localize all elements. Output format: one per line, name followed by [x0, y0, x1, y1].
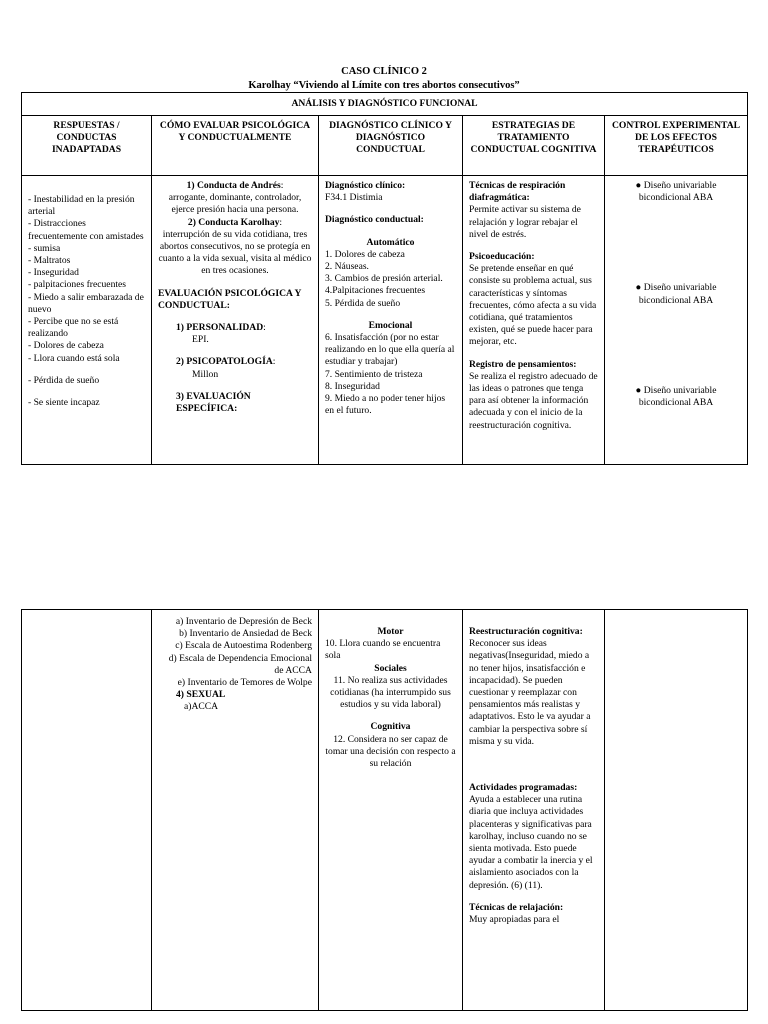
header-strategies: ESTRATEGIAS DE TRATAMIENTO CONDUCTUAL COGNITIVA	[463, 116, 605, 176]
response-item: - Inestabilidad en la presión arterial	[28, 194, 135, 218]
analysis-table	[21, 92, 748, 465]
design-item: ● Diseño univariable bicondicional ABA	[635, 180, 717, 204]
cognitive-heading: Cognitiva	[370, 721, 411, 733]
header-diagnosis: DIAGNÓSTICO CLÍNICO Y DIAGNÓSTICO CONDUCTUAL	[319, 116, 463, 176]
response-item: - Pérdida de sueño	[28, 374, 100, 386]
response-item: - sumisa	[28, 242, 61, 254]
document-title: CASO CLÍNICO 2	[341, 66, 427, 77]
automatic-heading: Automático	[366, 236, 415, 248]
diagnosis-item: 2. Náuseas.	[325, 261, 369, 273]
psychoeducation-text: Se pretende enseñar en qué consiste su problema actual, sus características y síntomas frecuentes, cómo afecta a su vida cotidiana, qué tratamientos existen, qué se puede hacer para mejorar, etc.	[469, 263, 597, 348]
response-item: - Percibe que no se está realizando	[28, 316, 119, 340]
conduct-andres-text: arrogante, dominante, controlador, ejerce presión hacia una persona.	[168, 192, 302, 216]
test-item: a) Inventario de Depresión de Beck	[175, 616, 312, 627]
diagnosis-item: 10. Llora cuando se encuentra sola	[325, 638, 441, 662]
response-item: - Se siente incapaz	[28, 397, 100, 409]
table-band-title: ANÁLISIS Y DIAGNÓSTICO FUNCIONAL	[22, 93, 748, 116]
scheduled-activities-text: Ayuda a establecer una rutina diaria que incluya actividades placenteras y significativas para karolhay, incluso cuando no se sienta motivada. Esto puede ayudar a combatir la inercia y el aislamiento asociados con la depresión. (6) (11).	[469, 794, 593, 891]
specific-evaluation-heading: 3) EVALUACIÓN ESPECÍFICA:	[176, 390, 251, 415]
diagnosis-item: 1. Dolores de cabeza	[325, 248, 405, 260]
responses-cell	[22, 610, 152, 1011]
diagnosis-item: 5. Pérdida de sueño	[325, 297, 401, 309]
sexual-test: a)ACCA	[184, 701, 219, 713]
personality-test: EPI.	[192, 334, 209, 346]
test-item: e) Inventario de Temores de Wolpe	[177, 677, 312, 689]
restructuring-text: Reconocer sus ideas negativas(Inseguridad, miedo a no tener hijos, insatisfacción e incapacidad). Se pueden cuestionar y reemplazar con pensamientos más realistas y adaptativos. Esto le va ayudar a cambiar la perspectiva sobre sí misma y su vida.	[469, 638, 591, 747]
diagnosis-item: 8. Inseguridad	[325, 380, 380, 392]
emotional-heading: Emocional	[368, 319, 413, 331]
clinical-diagnosis-label: Diagnóstico clínico:	[325, 180, 406, 191]
table-body-row	[22, 610, 748, 1011]
control-cell	[605, 176, 748, 465]
header-control: CONTROL EXPERIMENTAL DE LOS EFECTOS TERAPÉUTICOS	[605, 116, 748, 176]
diagnosis-item: 3. Cambios de presión arterial.	[325, 273, 443, 285]
header-evaluation: CÓMO EVALUAR PSICOLÓGICA Y CONDUCTUALMENTE	[152, 116, 319, 176]
psychoeducation-heading: Psicoeducación:	[469, 251, 535, 263]
response-item: - Distracciones frecuentemente con amistades	[28, 218, 144, 242]
diagnosis-item: 12. Considera no ser capaz de tomar una decisión con respecto a su relación	[325, 733, 456, 770]
diagnosis-item: 6. Insatisfacción (por no estar realizando en lo que ella quería al estudiar y trabajar)	[325, 332, 455, 368]
response-item: - Llora cuando está sola	[28, 352, 120, 364]
strategies-cell	[463, 610, 605, 1011]
diagnosis-cell	[319, 610, 463, 1011]
response-item: - Dolores de cabeza	[28, 340, 104, 352]
header-responses: RESPUESTAS / CONDUCTAS INADAPTADAS	[22, 116, 152, 176]
psychopathology-heading: 2) PSICOPATOLOGÍA	[176, 356, 273, 368]
test-item: b) Inventario de Ansiedad de Beck	[179, 628, 312, 640]
breathing-text: Permite activar su sistema de relajación y lograr rebajar el nivel de estrés.	[469, 204, 581, 240]
test-item: d) Escala de Dependencia Emocional de ACCA	[168, 652, 312, 676]
diagnosis-item: 7. Sentimiento de tristeza	[325, 368, 423, 380]
breathing-heading: Técnicas de respiración diafragmática:	[469, 180, 566, 204]
thought-record-text: Se realiza el registro adecuado de las ideas o patrones que tenga para así obtener la información adecuada y con el inicio de la reestructuración cognitiva.	[469, 370, 598, 431]
behavioral-diagnosis-label: Diagnóstico conductual:	[325, 214, 424, 226]
diagnosis-item: 4.Palpitaciones frecuentes	[325, 285, 426, 297]
response-item: - Miedo a salir embarazada de nuevo	[28, 291, 144, 315]
responses-cell	[22, 176, 152, 465]
personality-heading: 1) PERSONALIDAD	[176, 322, 264, 334]
table-body-row	[22, 176, 748, 465]
document-subtitle: Karolhay “Viviendo al Límite con tres abortos consecutivos”	[248, 80, 520, 91]
control-cell	[605, 610, 748, 1011]
response-item: - palpitaciones frecuentes	[28, 279, 127, 291]
evaluation-cell: 1) Conducta de Andrés: arrogante, dominante, controlador, ejerce presión hacia una persona. 2) Conducta Karolhay: interrupción de su vida cotidiana, tres abortos consecutivos, no se protegía en cuanto a la vida sexual, visita al médico en tres ocasiones. EVALUACIÓN PSICOLÓGICA Y CONDUCTUAL: 1) PERSONALIDAD: EPI. 2) PSICOPATOLOGÍA: Millon 3) EVALUACIÓN ESPECÍFICA:	[152, 176, 319, 465]
evaluation-cell	[152, 610, 319, 1011]
social-heading: Sociales	[374, 662, 407, 674]
diagnosis-item: 9. Miedo a no poder tener hijos en el futuro.	[325, 393, 446, 417]
response-item: - Inseguridad	[28, 267, 79, 279]
evaluation-heading: EVALUACIÓN PSICOLÓGICA Y CONDUCTUAL:	[158, 287, 302, 311]
conduct-karolhay-heading: 2) Conducta Karolhay	[187, 216, 280, 228]
relaxation-text: Muy apropiadas para el	[469, 914, 560, 926]
scheduled-activities-heading: Actividades programadas:	[469, 782, 578, 794]
diagnosis-item: 11. No realiza sus actividades cotidianas (ha interrumpido sus estudios y su vida laboral)	[330, 674, 451, 711]
response-item: - Maltratos	[28, 255, 71, 267]
table-header-row	[22, 116, 748, 176]
relaxation-heading: Técnicas de relajación:	[469, 901, 564, 913]
conduct-karolhay-text: interrupción de su vida cotidiana, tres abortos consecutivos, no se protegía en cuanto a la vida sexual, visita al médico en tres ocasiones.	[158, 228, 312, 277]
test-item: c) Escala de Autoestima Rodenberg	[175, 640, 312, 652]
strategies-cell	[463, 176, 605, 465]
thought-record-heading: Registro de pensamientos:	[469, 358, 577, 370]
psychopathology-test: Millon	[192, 368, 219, 380]
analysis-table-continued	[21, 609, 748, 1011]
motor-heading: Motor	[377, 626, 404, 637]
restructuring-heading: Reestructuración cognitiva:	[469, 626, 583, 637]
diagnosis-cell	[319, 176, 463, 465]
conduct-andres-heading: 1) Conducta de Andrés	[186, 180, 281, 191]
design-item: ● Diseño univariable bicondicional ABA	[635, 384, 717, 409]
design-item: ● Diseño univariable bicondicional ABA	[635, 282, 717, 306]
sexual-heading: 4) SEXUAL	[176, 689, 226, 701]
clinical-diagnosis-value: F34.1 Distimia	[325, 192, 383, 204]
